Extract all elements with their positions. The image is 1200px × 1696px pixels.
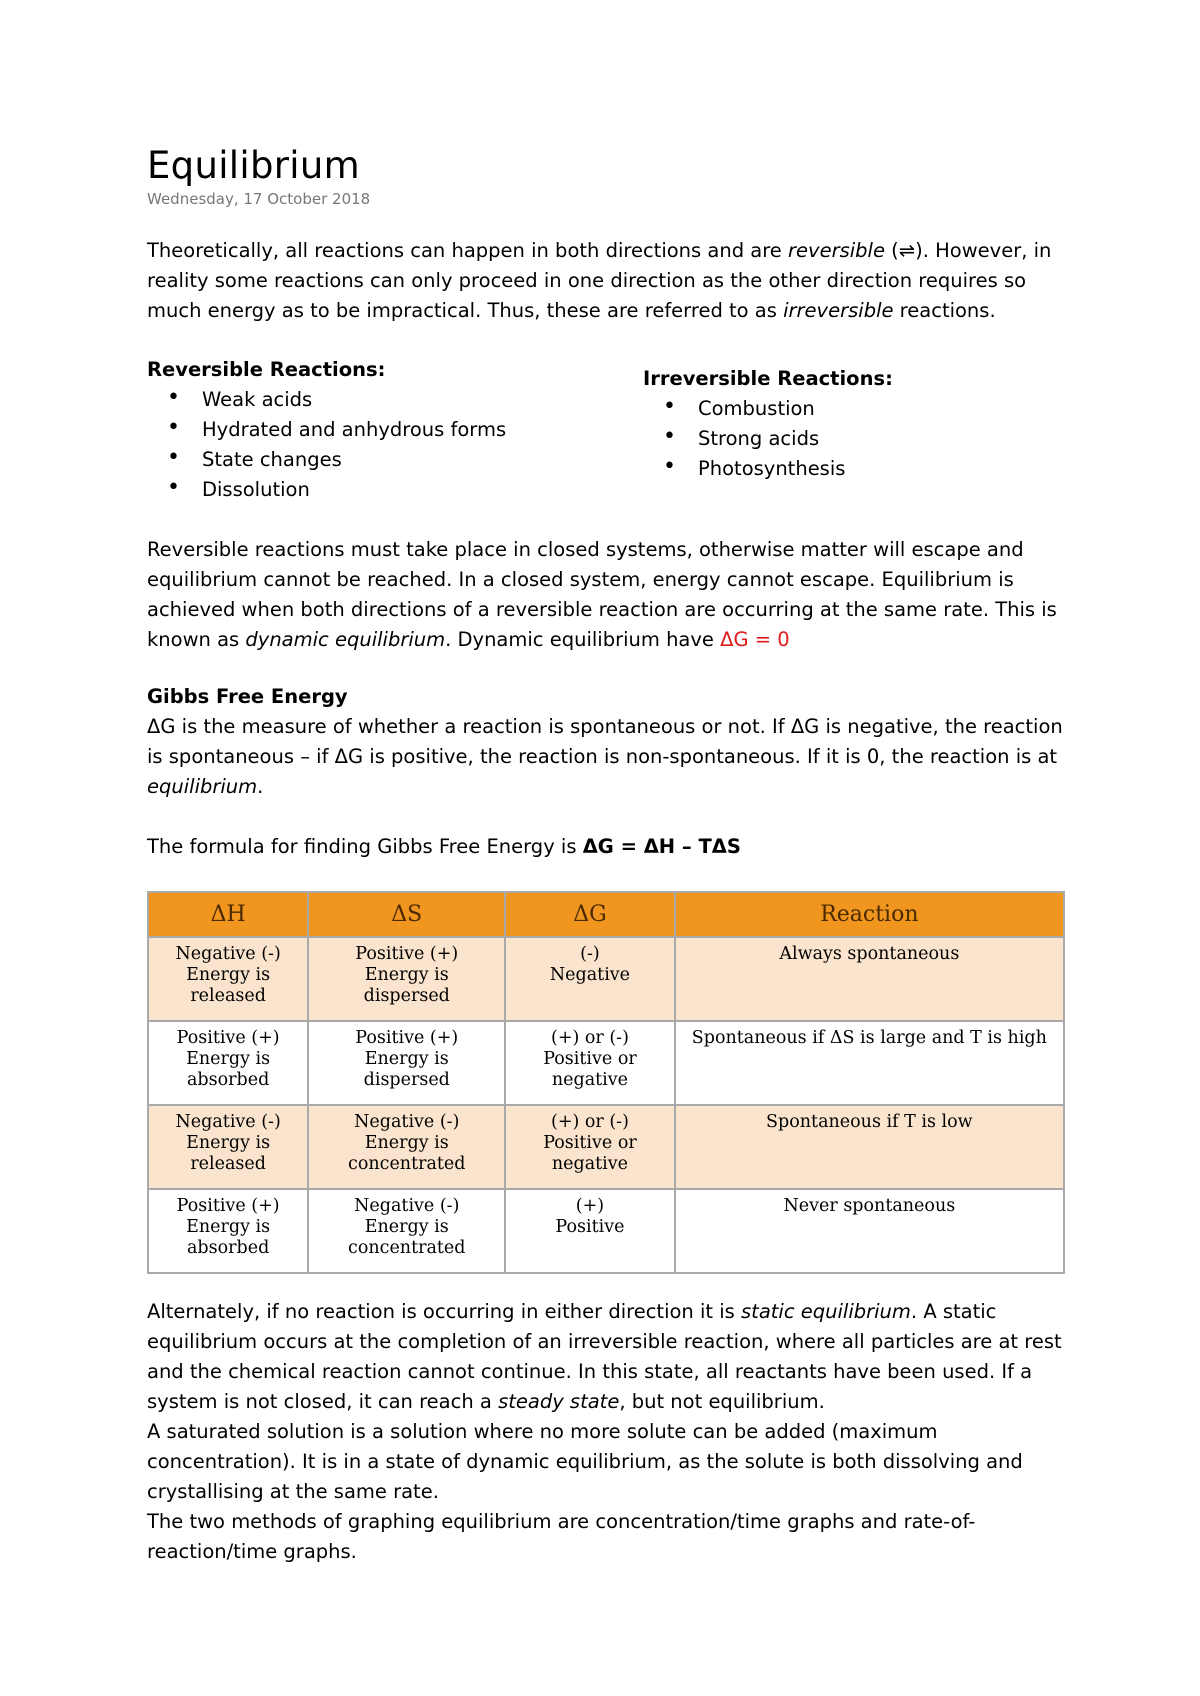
closed-system-paragraph: Reversible reactions must take place in closed systems, otherwise matter will escape and equilibrium cannot be reached. In a closed system, energy cannot escape. Equilibrium is achieved when both directions of a reversible reaction are occurring at the same rate. This is known as dynamic equilibrium. Dynamic equilibrium have ΔG = 0 [147,538,1057,651]
cell-text: Energy is [186,965,271,985]
cell-text: negative [551,1154,629,1174]
table-row [148,1189,1064,1273]
irreversible-item: • Strong acids [643,424,845,454]
gibbs-table [147,891,1065,1274]
reversible-heading: Reversible Reactions: [147,358,386,381]
cell-ds [308,1189,505,1273]
cell-dg [505,1021,674,1105]
table-row [148,937,1064,1021]
cell-text: (-) [580,944,600,964]
irreversible-heading: Irreversible Reactions: [643,367,893,390]
reversible-list [147,385,506,505]
cell-text: Energy is [364,965,449,985]
cell-ds [308,1105,505,1189]
table-row [148,1021,1064,1105]
reversible-item: • Weak acids [147,385,506,415]
cell-text: (+) or (-) [551,1028,629,1048]
cell-dg [505,1105,674,1189]
cell-text: Positive (+) [355,944,459,964]
cell-dg [505,1189,674,1273]
cell-reaction: Spontaneous if T is low [675,1105,1064,1189]
irreversible-item: • Photosynthesis [643,454,845,484]
irreversible-list [643,394,845,484]
cell-text: absorbed [187,1070,270,1090]
cell-text: Positive or [543,1133,637,1153]
header-reaction: Reaction [675,892,1064,937]
cell-reaction: Always spontaneous [675,937,1064,1021]
cell-dh [148,937,308,1021]
page-date: Wednesday, 17 October 2018 [147,190,371,208]
cell-text: released [190,1154,266,1174]
closing-paragraph: Alternately, if no reaction is occurring in either direction it is static equilibrium. A static equilibrium occurs at the completion of an irreversible reaction, where all particles are at rest and the chemical reaction cannot continue. In this state, all reactants have been used. If a system is not closed, it can reach a steady state, but not equilibrium. A saturated solution is a solution where no more solute can be added (maximum concentration). It is in a state of dynamic equilibrium, as the solute is both dissolving and crystallising at the same rate. The two methods of graphing equilibrium are concentration/time graphs and rate-of-reaction/time graphs. [147,1297,1067,1567]
cell-text: negative [551,1070,629,1090]
header-dg: ΔG [505,892,674,937]
intro-paragraph: Theoretically, all reactions can happen in both directions and are reversible (⇌). However, in reality some reactions can only proceed in one direction as the other direction requires so much energy as to be impractical. Thus, these are referred to as irreversible reactions. [147,239,1052,322]
irreversible-item: • Combustion [643,394,845,424]
cell-text: Negative [549,965,631,985]
cell-reaction: Never spontaneous [675,1189,1064,1273]
cell-ds [308,937,505,1021]
cell-ds [308,1021,505,1105]
cell-text: Negative (-) [175,944,281,964]
cell-text: Energy is [364,1133,449,1153]
cell-text: concentrated [348,1238,466,1258]
cell-text: Positive (+) [355,1028,459,1048]
cell-text: dispersed [363,1070,450,1090]
cell-text: Energy is [364,1049,449,1069]
cell-dh [148,1021,308,1105]
graphing-paragraph: The two methods of graphing equilibrium are concentration/time graphs and rate-of-reaction/time graphs. [147,1510,976,1563]
cell-text: released [190,986,266,1006]
cell-text: (+) [575,1196,605,1216]
cell-text: Positive or [543,1049,637,1069]
cell-text: dispersed [363,986,450,1006]
reversible-item: • State changes [147,445,506,475]
cell-reaction: Spontaneous if ΔS is large and T is high [675,1021,1064,1105]
cell-text: Negative (-) [354,1196,460,1216]
header-dh: ΔH [148,892,308,937]
reversible-item: • Dissolution [147,475,506,505]
cell-text: Positive (+) [176,1028,280,1048]
cell-text: Positive [555,1217,625,1237]
saturated-solution-paragraph: A saturated solution is a solution where no more solute can be added (maximum concentration). It is in a state of dynamic equilibrium, as the solute is both dissolving and crystallising at the same rate. [147,1420,1023,1503]
page-title: Equilibrium [147,144,360,187]
cell-text: Energy is [186,1133,271,1153]
cell-dh [148,1105,308,1189]
table-row [148,1105,1064,1189]
reversible-item: • Hydrated and anhydrous forms [147,415,506,445]
gibbs-formula: The formula for finding Gibbs Free Energy is ΔG = ΔH – TΔS [147,835,741,858]
gibbs-heading: Gibbs Free Energy [147,685,348,708]
cell-dh [148,1189,308,1273]
cell-text: Negative (-) [354,1112,460,1132]
delta-g-zero: ΔG = 0 [720,628,790,651]
cell-text: (+) or (-) [551,1112,629,1132]
cell-text: concentrated [348,1154,466,1174]
cell-text: absorbed [187,1238,270,1258]
cell-text: Positive (+) [176,1196,280,1216]
header-ds: ΔS [308,892,505,937]
cell-text: Energy is [186,1049,271,1069]
cell-dg [505,937,674,1021]
cell-text: Negative (-) [175,1112,281,1132]
cell-text: Energy is [364,1217,449,1237]
gibbs-paragraph: ΔG is the measure of whether a reaction is spontaneous or not. If ΔG is negative, the reaction is spontaneous – if ΔG is positive, the reaction is non-spontaneous. If it is 0, the reaction is at equilibrium. [147,715,1063,798]
cell-text: Energy is [186,1217,271,1237]
